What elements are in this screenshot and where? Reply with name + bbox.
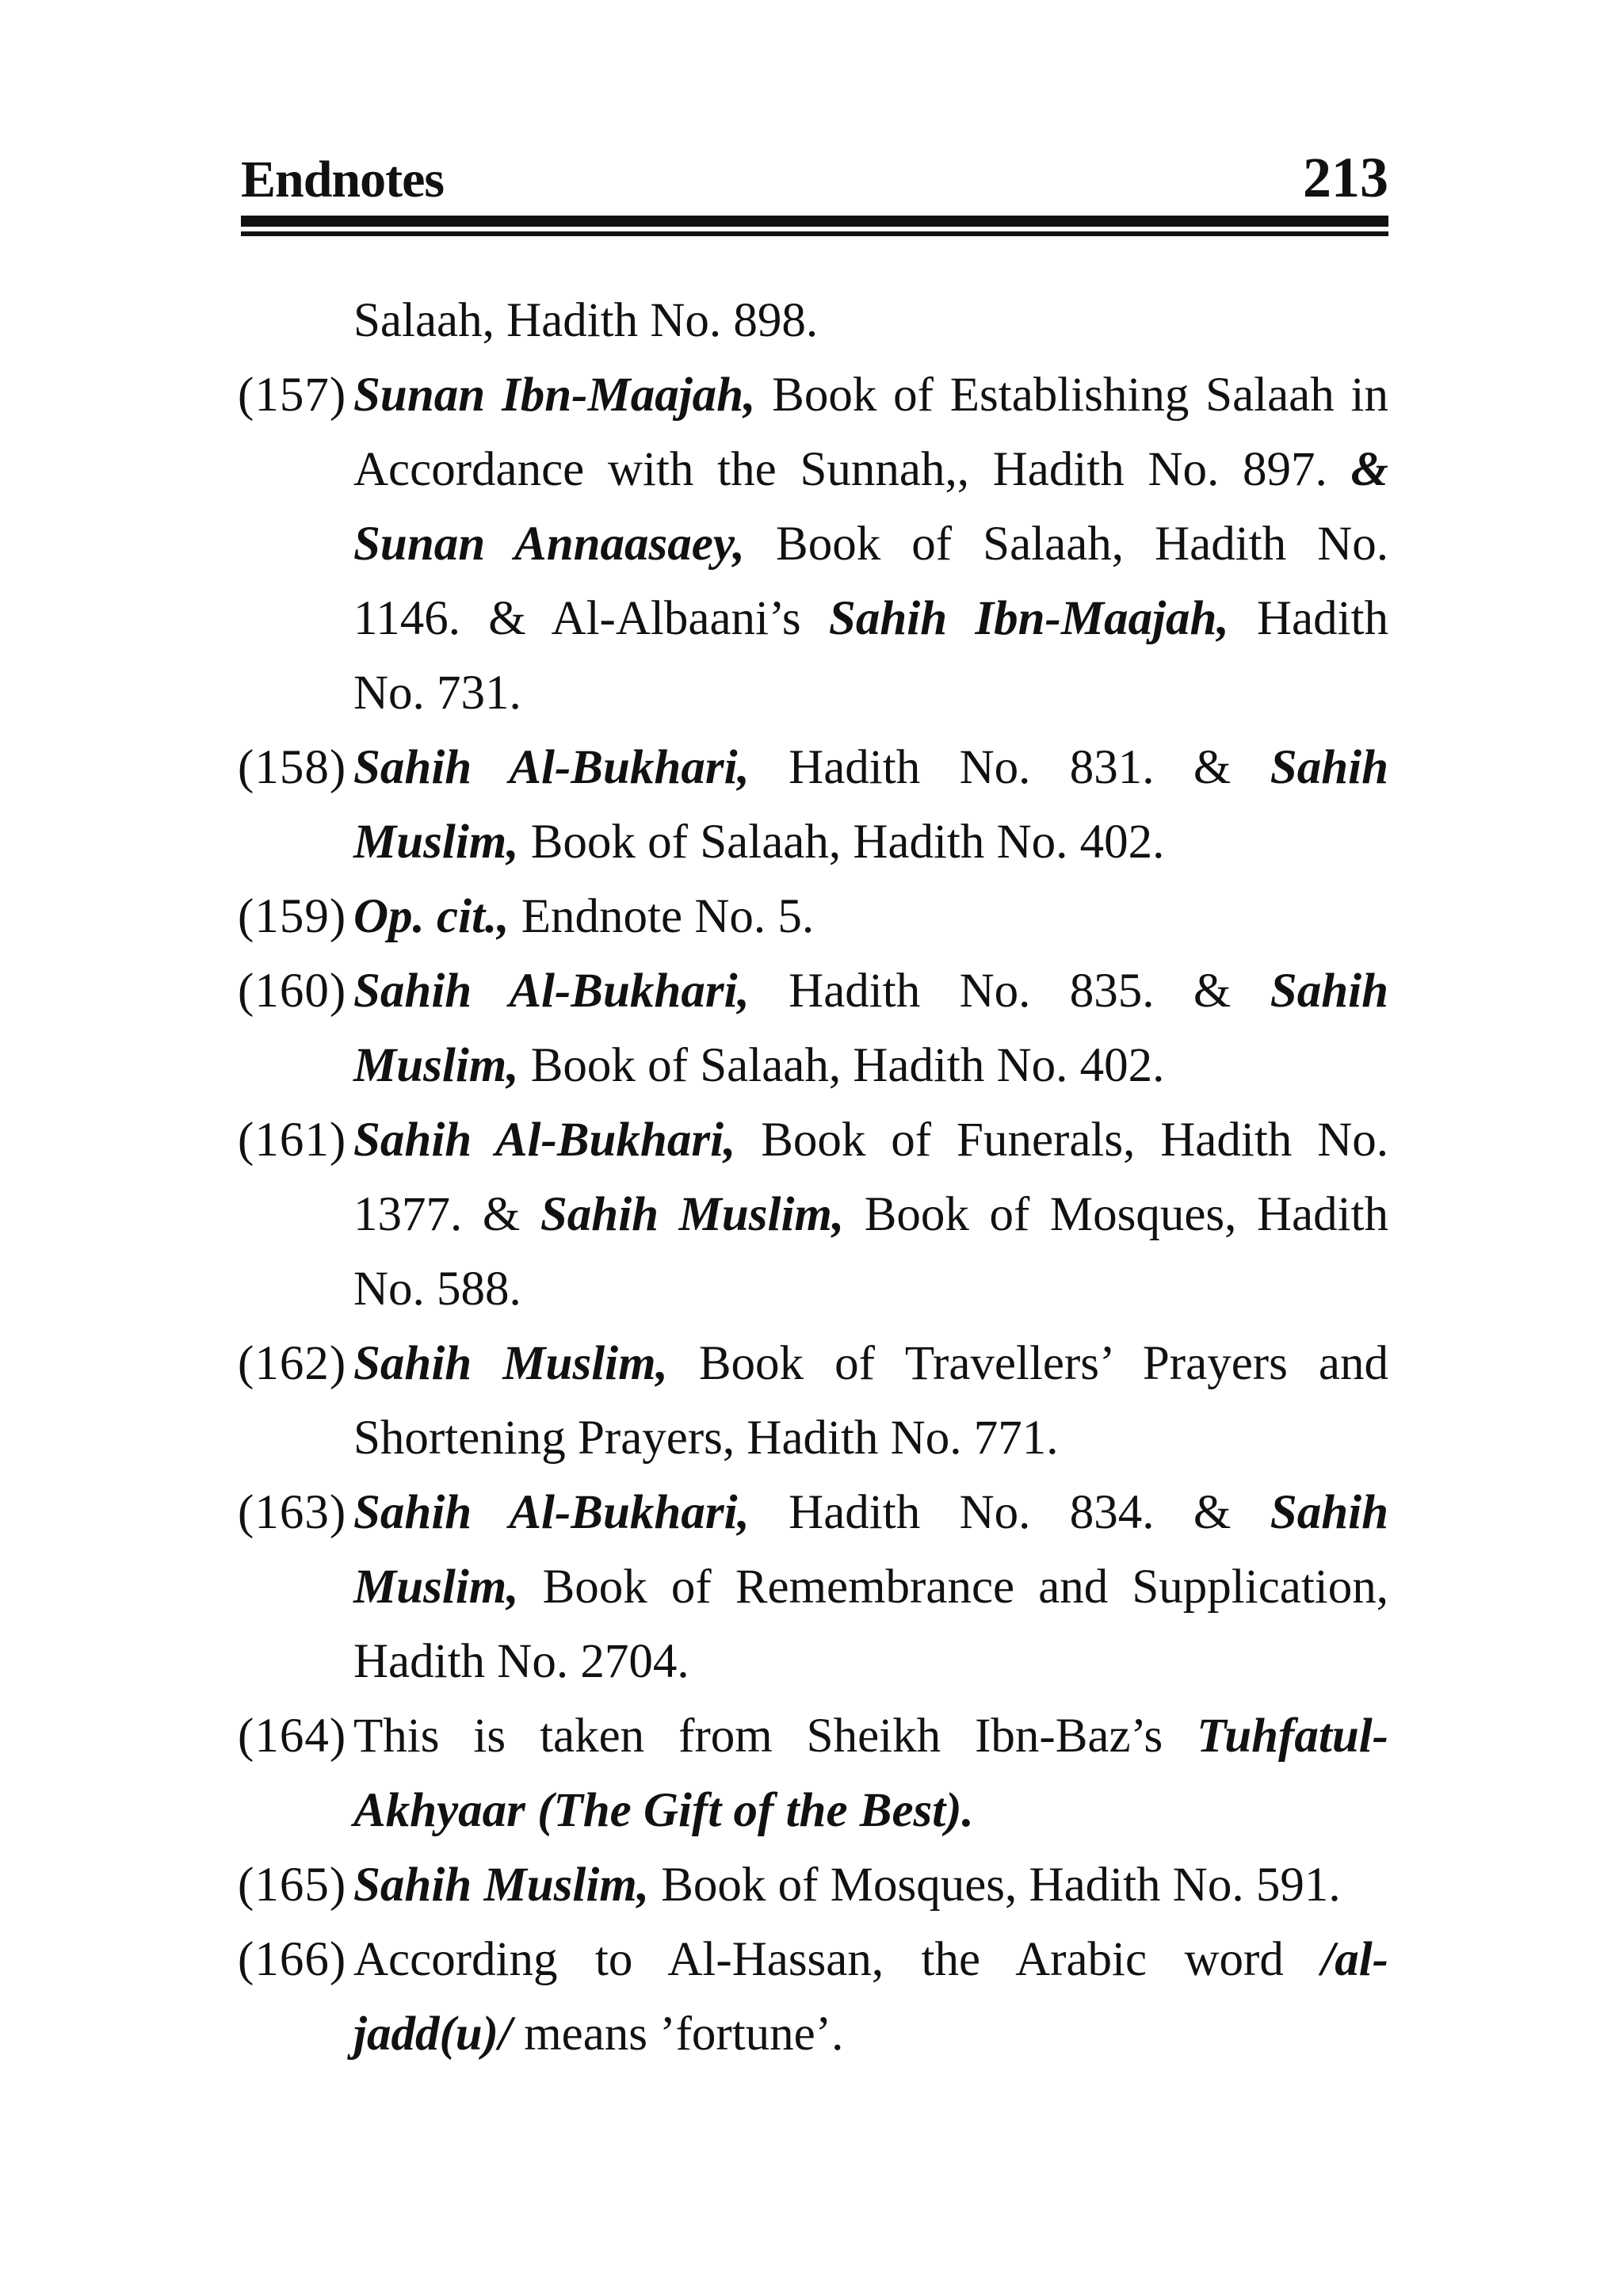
endnote-text-segment: Book of Salaah, Hadith No. 402. <box>518 1039 1165 1092</box>
continued-endnote-text: Salaah, Hadith No. 898. <box>353 294 819 347</box>
endnote-text-segment: means ’fortune’. <box>511 2008 844 2061</box>
endnote-source-title: Tuhfatul-Akhyaar (The Gift of the Best). <box>353 1710 1388 1837</box>
endnote-source-title: Sahih Muslim, <box>353 965 1388 1092</box>
endnote-entry <box>238 1103 1388 1327</box>
endnote-text-segment: Book of Travellers’ Prayers and Shortening Prayers, Hadith No. 771. <box>353 1337 1388 1465</box>
endnote-number: (159) <box>238 890 347 943</box>
endnote-source-title: Op. cit., <box>353 890 510 943</box>
endnote-text-segment: Book of Remembrance and Supplication, Hadith No. 2704. <box>353 1561 1388 1688</box>
endnote-text <box>353 1103 1388 1327</box>
endnote-source-title: Sahih Ibn-Maajah, <box>828 592 1229 645</box>
endnote-number: (161) <box>238 1114 347 1167</box>
endnote-source-title: Sahih Muslim, <box>353 1486 1388 1614</box>
running-title: Endnotes <box>241 151 445 208</box>
endnote-text <box>353 1476 1388 1699</box>
endnote-number: (165) <box>238 1859 347 1912</box>
endnote-entry <box>238 1327 1388 1476</box>
endnote-text <box>353 1699 1388 1848</box>
endnote-number: (166) <box>238 1933 347 1986</box>
endnote-entry <box>238 1923 1388 2072</box>
endnote-text <box>353 358 1388 731</box>
endnote-text-segment: Book of Salaah, Hadith No. 402. <box>518 816 1165 869</box>
endnote-text-segment: According to Al-Hassan, the Arabic word <box>353 1933 1322 1986</box>
endnote-text-segment: Book of Mosques, Hadith No. 588. <box>353 1188 1388 1316</box>
endnote-source-title: Sahih Muslim, <box>540 1188 845 1241</box>
endnote-text-segment: Hadith No. 831. & <box>749 741 1270 794</box>
endnote-source-title: Sahih Muslim, <box>353 741 1388 869</box>
endnote-source-title: Sahih Muslim, <box>353 1337 668 1390</box>
endnote-text <box>353 731 1388 880</box>
endnote-entry <box>238 954 1388 1103</box>
endnote-source-title: Sahih Al-Bukhari, <box>353 741 750 794</box>
endnote-source-title: Sunan Ibn-Maajah, <box>353 369 756 422</box>
endnote-entry <box>238 731 1388 880</box>
endnote-source-title: Sahih Muslim, <box>353 1859 649 1912</box>
endnote-entries <box>238 358 1388 2072</box>
endnote-number: (164) <box>238 1710 347 1763</box>
endnote-text-segment: Endnote No. 5. <box>509 890 815 943</box>
endnote-number: (160) <box>238 965 347 1018</box>
endnote-text-segment: Book of Mosques, Hadith No. 591. <box>648 1859 1341 1912</box>
running-header <box>241 146 1388 217</box>
endnote-text-segment: Hadith No. 835. & <box>749 965 1270 1018</box>
endnote-entry <box>238 358 1388 731</box>
endnote-text <box>353 880 1388 954</box>
endnote-source-title: /al-jadd(u)/ <box>353 1933 1388 2061</box>
endnote-text <box>353 1327 1388 1476</box>
endnote-number: (158) <box>238 741 347 794</box>
endnote-entry <box>238 1476 1388 1699</box>
page-number: 213 <box>1303 146 1388 209</box>
endnote-text-segment: Book of Establishing Salaah in Accordance with the Sunnah,, Hadith No. 897. <box>353 369 1388 496</box>
endnote-text-segment: Book of Salaah, Hadith No. 1146. & Al-Albaani’s <box>353 518 1388 645</box>
endnote-number: (163) <box>238 1486 347 1539</box>
endnote-text <box>353 1848 1388 1923</box>
header-rule-thick <box>241 216 1388 227</box>
endnote-entry <box>238 1699 1388 1848</box>
endnote-source-title: Sahih Al-Bukhari, <box>353 1114 736 1167</box>
endnote-text <box>353 954 1388 1103</box>
endnote-source-title: & Sunan Annaasaey, <box>353 443 1388 571</box>
endnote-entry <box>238 880 1388 954</box>
header-rule-thin <box>241 231 1388 236</box>
endnote-text-segment: Hadith No. 834. & <box>749 1486 1270 1539</box>
endnote-source-title: Sahih Al-Bukhari, <box>353 965 750 1018</box>
endnote-entry <box>238 1848 1388 1923</box>
endnote-number: (162) <box>238 1337 347 1390</box>
endnotes-list <box>238 284 1388 2072</box>
endnote-number: (157) <box>238 369 347 422</box>
endnote-text-segment: Hadith No. 731. <box>353 592 1388 720</box>
endnote-text <box>353 1923 1388 2072</box>
endnote-source-title: Sahih Al-Bukhari, <box>353 1486 750 1539</box>
endnote-text-segment: Book of Funerals, Hadith No. 1377. & <box>353 1114 1388 1241</box>
endnote-text-segment: This is taken from Sheikh Ibn-Baz’s <box>353 1710 1197 1763</box>
